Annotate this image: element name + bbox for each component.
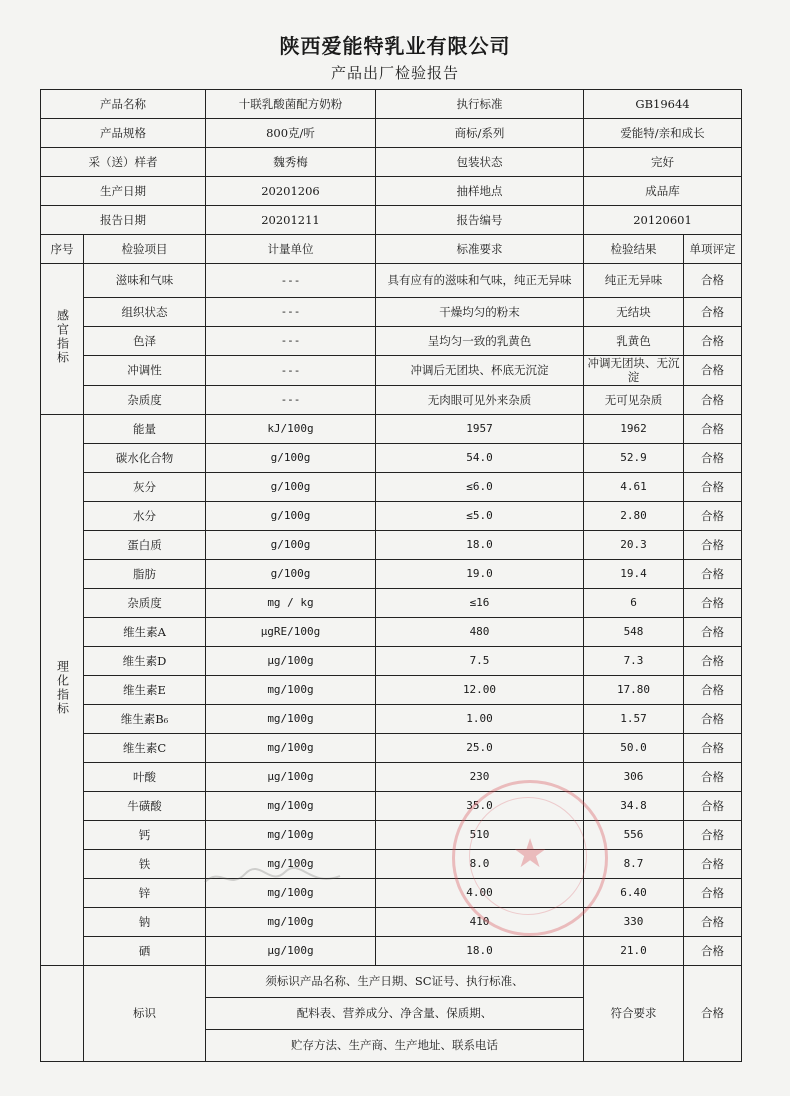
column-header-row — [41, 235, 742, 264]
result-cell: 306 — [584, 762, 684, 791]
label-req-line: 贮存方法、生产商、生产地址、联系电话 — [206, 1029, 584, 1061]
verdict-cell: 合格 — [684, 646, 742, 675]
company-name: 陕西爱能特乳业有限公司 — [279, 34, 511, 58]
result-cell: 4.61 — [584, 472, 684, 501]
unit-cell: mg/100g — [206, 907, 376, 936]
item-cell: 脂肪 — [84, 559, 206, 588]
col-seq: 序号 — [41, 235, 84, 264]
verdict-cell: 合格 — [684, 617, 742, 646]
unit-cell: g/100g — [206, 530, 376, 559]
result-cell: 6 — [584, 588, 684, 617]
table-row — [41, 762, 742, 791]
verdict-cell: 合格 — [684, 385, 742, 414]
unit-cell: mg/100g — [206, 704, 376, 733]
unit-cell: mg/100g — [206, 878, 376, 907]
info-value: 爱能特/亲和成长 — [584, 119, 742, 148]
info-row — [41, 148, 742, 177]
table-row — [41, 559, 742, 588]
verdict-cell: 合格 — [684, 588, 742, 617]
unit-cell: mg/100g — [206, 820, 376, 849]
verdict-cell: 合格 — [684, 762, 742, 791]
item-cell: 维生素D — [84, 646, 206, 675]
verdict-cell: 合格 — [684, 530, 742, 559]
item-cell: 灰分 — [84, 472, 206, 501]
item-cell: 杂质度 — [84, 588, 206, 617]
info-row — [41, 119, 742, 148]
req-cell: 18.0 — [376, 936, 584, 965]
result-cell: 548 — [584, 617, 684, 646]
unit-cell: --- — [206, 385, 376, 414]
req-cell: 25.0 — [376, 733, 584, 762]
req-cell: 8.0 — [376, 849, 584, 878]
unit-cell: --- — [206, 356, 376, 386]
info-label: 商标/系列 — [376, 119, 584, 148]
item-cell: 钠 — [84, 907, 206, 936]
result-cell: 符合要求 — [584, 965, 684, 1061]
result-cell: 8.7 — [584, 849, 684, 878]
table-row — [41, 791, 742, 820]
info-value: 十联乳酸菌配方奶粉 — [206, 90, 376, 119]
table-row — [41, 617, 742, 646]
category-sensory: 感官指标 — [41, 264, 84, 415]
table-row — [41, 530, 742, 559]
req-cell: 无肉眼可见外来杂质 — [376, 385, 584, 414]
info-label: 报告日期 — [41, 206, 206, 235]
table-row — [41, 298, 742, 327]
req-cell: 1957 — [376, 414, 584, 443]
result-cell: 19.4 — [584, 559, 684, 588]
info-label: 包装状态 — [376, 148, 584, 177]
item-cell: 牛磺酸 — [84, 791, 206, 820]
unit-cell: g/100g — [206, 559, 376, 588]
req-cell: 12.00 — [376, 675, 584, 704]
verdict-cell: 合格 — [684, 472, 742, 501]
item-cell: 维生素C — [84, 733, 206, 762]
verdict-cell: 合格 — [684, 907, 742, 936]
result-cell: 330 — [584, 907, 684, 936]
req-cell: 410 — [376, 907, 584, 936]
req-cell: 呈均匀一致的乳黄色 — [376, 327, 584, 356]
verdict-cell: 合格 — [684, 559, 742, 588]
table-row — [41, 646, 742, 675]
table-row — [41, 704, 742, 733]
result-cell: 20.3 — [584, 530, 684, 559]
item-cell: 水分 — [84, 501, 206, 530]
item-cell: 维生素B₆ — [84, 704, 206, 733]
table-row — [41, 733, 742, 762]
info-value: 成品库 — [584, 177, 742, 206]
item-cell: 碳水化合物 — [84, 443, 206, 472]
info-label: 生产日期 — [41, 177, 206, 206]
col-item: 检验项目 — [84, 235, 206, 264]
item-cell: 锌 — [84, 878, 206, 907]
info-value: 800克/听 — [206, 119, 376, 148]
table-row — [41, 675, 742, 704]
req-cell: 具有应有的滋味和气味，纯正无异味 — [376, 264, 584, 298]
table-row — [41, 907, 742, 936]
result-cell: 21.0 — [584, 936, 684, 965]
seal-star-icon: ★ — [512, 831, 548, 877]
req-cell: ≤6.0 — [376, 472, 584, 501]
unit-cell: g/100g — [206, 443, 376, 472]
req-cell: 7.5 — [376, 646, 584, 675]
result-cell: 1962 — [584, 414, 684, 443]
table-row — [41, 414, 742, 443]
unit-cell: mg/100g — [206, 675, 376, 704]
seq-cell-empty — [41, 965, 84, 1061]
info-value: 完好 — [584, 148, 742, 177]
table-row — [41, 385, 742, 414]
result-cell: 34.8 — [584, 791, 684, 820]
item-cell: 滋味和气味 — [84, 264, 206, 298]
item-cell: 蛋白质 — [84, 530, 206, 559]
info-label: 采（送）样者 — [41, 148, 206, 177]
result-cell: 17.80 — [584, 675, 684, 704]
item-cell: 维生素E — [84, 675, 206, 704]
category-physchem: 理化指标 — [41, 414, 84, 965]
result-cell: 无可见杂质 — [584, 385, 684, 414]
table-row — [41, 936, 742, 965]
unit-cell: μg/100g — [206, 936, 376, 965]
table-row — [41, 327, 742, 356]
info-value: 20120601 — [584, 206, 742, 235]
table-row — [41, 878, 742, 907]
inspection-table — [40, 89, 742, 1062]
label-req-line: 须标识产品名称、生产日期、SC证号、执行标准、 — [206, 965, 584, 997]
table-row — [41, 264, 742, 298]
col-unit: 计量单位 — [206, 235, 376, 264]
result-cell: 冲调无团块、无沉淀 — [584, 356, 684, 386]
item-cell: 标识 — [84, 965, 206, 1061]
req-cell: 480 — [376, 617, 584, 646]
verdict-cell: 合格 — [684, 849, 742, 878]
result-cell: 纯正无异味 — [584, 264, 684, 298]
result-cell: 7.3 — [584, 646, 684, 675]
verdict-cell: 合格 — [684, 965, 742, 1061]
unit-cell: g/100g — [206, 472, 376, 501]
verdict-cell: 合格 — [684, 820, 742, 849]
table-row — [41, 501, 742, 530]
verdict-cell: 合格 — [684, 675, 742, 704]
info-row — [41, 90, 742, 119]
table-row — [41, 820, 742, 849]
verdict-cell: 合格 — [684, 414, 742, 443]
verdict-cell: 合格 — [684, 298, 742, 327]
req-cell: 510 — [376, 820, 584, 849]
req-cell: 54.0 — [376, 443, 584, 472]
result-cell: 556 — [584, 820, 684, 849]
verdict-cell: 合格 — [684, 327, 742, 356]
unit-cell: --- — [206, 264, 376, 298]
unit-cell: kJ/100g — [206, 414, 376, 443]
verdict-cell: 合格 — [684, 733, 742, 762]
info-label: 执行标准 — [376, 90, 584, 119]
table-row — [41, 965, 742, 997]
result-cell: 1.57 — [584, 704, 684, 733]
req-cell: 干燥均匀的粉末 — [376, 298, 584, 327]
req-cell: ≤5.0 — [376, 501, 584, 530]
info-row — [41, 206, 742, 235]
unit-cell: μgRE/100g — [206, 617, 376, 646]
item-cell: 硒 — [84, 936, 206, 965]
verdict-cell: 合格 — [684, 356, 742, 386]
label-req-line: 配料表、营养成分、净含量、保质期、 — [206, 997, 584, 1029]
info-value: 20201211 — [206, 206, 376, 235]
verdict-cell: 合格 — [684, 878, 742, 907]
item-cell: 色泽 — [84, 327, 206, 356]
req-cell: 4.00 — [376, 878, 584, 907]
unit-cell: μg/100g — [206, 646, 376, 675]
table-row — [41, 356, 742, 386]
item-cell: 冲调性 — [84, 356, 206, 386]
item-cell: 维生素A — [84, 617, 206, 646]
req-cell: 19.0 — [376, 559, 584, 588]
unit-cell: mg / kg — [206, 588, 376, 617]
info-label: 报告编号 — [376, 206, 584, 235]
info-row — [41, 177, 742, 206]
unit-cell: mg/100g — [206, 849, 376, 878]
req-cell: 1.00 — [376, 704, 584, 733]
verdict-cell: 合格 — [684, 443, 742, 472]
table-row — [41, 472, 742, 501]
result-cell: 无结块 — [584, 298, 684, 327]
unit-cell: g/100g — [206, 501, 376, 530]
result-cell: 52.9 — [584, 443, 684, 472]
req-cell: ≤16 — [376, 588, 584, 617]
unit-cell: --- — [206, 298, 376, 327]
item-cell: 钙 — [84, 820, 206, 849]
item-cell: 组织状态 — [84, 298, 206, 327]
result-cell: 乳黄色 — [584, 327, 684, 356]
result-cell: 6.40 — [584, 878, 684, 907]
item-cell: 铁 — [84, 849, 206, 878]
table-row — [41, 849, 742, 878]
info-label: 产品名称 — [41, 90, 206, 119]
req-cell: 18.0 — [376, 530, 584, 559]
report-title: 产品出厂检验报告 — [330, 64, 459, 82]
info-label: 抽样地点 — [376, 177, 584, 206]
table-row — [41, 588, 742, 617]
info-label: 产品规格 — [41, 119, 206, 148]
col-result: 检验结果 — [584, 235, 684, 264]
verdict-cell: 合格 — [684, 791, 742, 820]
info-value: 魏秀梅 — [206, 148, 376, 177]
unit-cell: mg/100g — [206, 791, 376, 820]
unit-cell: --- — [206, 327, 376, 356]
item-cell: 能量 — [84, 414, 206, 443]
info-value: 20201206 — [206, 177, 376, 206]
result-cell: 50.0 — [584, 733, 684, 762]
info-value: GB19644 — [584, 90, 742, 119]
verdict-cell: 合格 — [684, 501, 742, 530]
col-requirement: 标准要求 — [376, 235, 584, 264]
verdict-cell: 合格 — [684, 264, 742, 298]
unit-cell: μg/100g — [206, 762, 376, 791]
item-cell: 杂质度 — [84, 385, 206, 414]
result-cell: 2.80 — [584, 501, 684, 530]
verdict-cell: 合格 — [684, 704, 742, 733]
unit-cell: mg/100g — [206, 733, 376, 762]
item-cell: 叶酸 — [84, 762, 206, 791]
col-verdict: 单项评定 — [684, 235, 742, 264]
verdict-cell: 合格 — [684, 936, 742, 965]
req-cell: 35.0 — [376, 791, 584, 820]
req-cell: 230 — [376, 762, 584, 791]
req-cell: 冲调后无团块、杯底无沉淀 — [376, 356, 584, 386]
table-row — [41, 443, 742, 472]
